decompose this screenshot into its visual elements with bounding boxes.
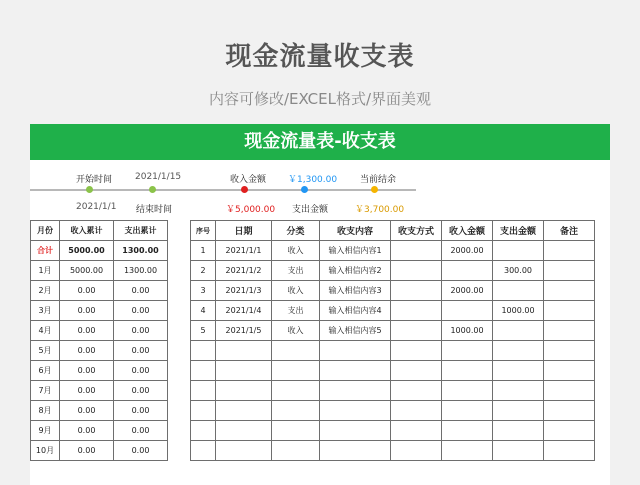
ledger-table (190, 220, 595, 461)
ledger-income-cell[interactable] (442, 421, 493, 441)
ledger-method-cell[interactable] (391, 261, 442, 281)
ledger-content-cell[interactable] (320, 401, 391, 421)
summary-income-cell[interactable]: 0.00 (60, 341, 114, 361)
ledger-income-cell[interactable]: 1000.00 (442, 321, 493, 341)
summary-income-cell[interactable]: 0.00 (60, 441, 114, 461)
income-value: ￥5,000.00 (226, 205, 276, 215)
ledger-expense-cell[interactable] (493, 241, 544, 261)
balance-label: 当前结余 (360, 175, 397, 185)
ledger-date-cell[interactable] (216, 341, 272, 361)
expense-label: 支出金额 (292, 205, 329, 215)
income-dot (241, 186, 248, 193)
ledger-income-cell[interactable] (442, 381, 493, 401)
ledger-content-cell[interactable] (320, 361, 391, 381)
summary-expense-cell[interactable]: 0.00 (114, 421, 168, 441)
ledger-income-cell[interactable]: 2000.00 (442, 281, 493, 301)
ledger-row (191, 401, 595, 421)
summary-expense-cell[interactable]: 0.00 (114, 281, 168, 301)
ledger-date-cell[interactable]: 2021/1/2 (216, 261, 272, 281)
end-time-label: 结束时间 (136, 205, 173, 215)
header-expense-total: 支出累计 (114, 221, 168, 241)
ledger-category-cell[interactable] (272, 441, 320, 461)
summary-income-cell[interactable]: 0.00 (60, 421, 114, 441)
ledger-expense-cell[interactable] (493, 421, 544, 441)
ledger-expense-cell[interactable]: 300.00 (493, 261, 544, 281)
expense-value: ￥1,300.00 (288, 175, 338, 185)
ledger-row (191, 281, 595, 301)
header-method: 收支方式 (391, 221, 442, 241)
ledger-row (191, 361, 595, 381)
ledger-expense-cell[interactable] (493, 341, 544, 361)
ledger-content-cell[interactable] (320, 441, 391, 461)
ledger-category-cell[interactable]: 收入 (272, 321, 320, 341)
ledger-category-cell[interactable]: 支出 (272, 261, 320, 281)
ledger-category-cell[interactable]: 收入 (272, 241, 320, 261)
ledger-note-cell[interactable] (544, 441, 595, 461)
ledger-method-cell[interactable] (391, 361, 442, 381)
ledger-row (191, 301, 595, 321)
ledger-note-cell[interactable] (544, 301, 595, 321)
ledger-serial-cell[interactable]: 3 (191, 281, 216, 301)
summary-row (31, 381, 168, 401)
summary-month-cell[interactable]: 5月 (31, 341, 60, 361)
ledger-method-cell[interactable] (391, 301, 442, 321)
start-time-value: 2021/1/1 (76, 202, 117, 212)
ledger-date-cell[interactable] (216, 401, 272, 421)
ledger-date-cell[interactable]: 2021/1/4 (216, 301, 272, 321)
summary-expense-cell[interactable]: 0.00 (114, 361, 168, 381)
ledger-row (191, 381, 595, 401)
ledger-date-cell[interactable] (216, 421, 272, 441)
summary-row (31, 301, 168, 321)
ledger-method-cell[interactable] (391, 241, 442, 261)
ledger-income-cell[interactable] (442, 301, 493, 321)
summary-income-cell[interactable]: 0.00 (60, 321, 114, 341)
end-time-value: 2021/1/15 (135, 172, 182, 182)
summary-row (31, 441, 168, 461)
ledger-category-cell[interactable]: 支出 (272, 301, 320, 321)
ledger-income-cell[interactable] (442, 401, 493, 421)
summary-month-cell[interactable]: 9月 (31, 421, 60, 441)
total-label[interactable]: 合计 (31, 241, 60, 261)
summary-income-cell[interactable]: 5000.00 (60, 261, 114, 281)
summary-month-cell[interactable]: 8月 (31, 401, 60, 421)
summary-row (31, 261, 168, 281)
header-income-total: 收入累计 (60, 221, 114, 241)
ledger-row (191, 441, 595, 461)
ledger-method-cell[interactable] (391, 441, 442, 461)
summary-month-cell[interactable]: 2月 (31, 281, 60, 301)
ledger-serial-cell[interactable] (191, 401, 216, 421)
ledger-serial-cell[interactable] (191, 381, 216, 401)
summary-expense-cell[interactable]: 0.00 (114, 441, 168, 461)
total-expense[interactable]: 1300.00 (114, 241, 168, 261)
summary-month-cell[interactable]: 1月 (31, 261, 60, 281)
balance-value: ￥3,700.00 (355, 205, 405, 215)
summary-row (31, 321, 168, 341)
ledger-date-cell[interactable]: 2021/1/3 (216, 281, 272, 301)
ledger-serial-cell[interactable] (191, 441, 216, 461)
ledger-content-cell[interactable]: 输入相信内容3 (320, 281, 391, 301)
ledger-serial-cell[interactable] (191, 361, 216, 381)
ledger-serial-cell[interactable]: 4 (191, 301, 216, 321)
page-subtitle: 内容可修改/EXCEL格式/界面美观 (208, 90, 432, 108)
ledger-serial-cell[interactable]: 5 (191, 321, 216, 341)
summary-expense-cell[interactable]: 0.00 (114, 321, 168, 341)
header-serial: 序号 (191, 221, 216, 241)
ledger-note-cell[interactable] (544, 421, 595, 441)
ledger-income-cell[interactable] (442, 341, 493, 361)
balance-dot (371, 186, 378, 193)
total-income[interactable]: 5000.00 (60, 241, 114, 261)
summary-income-cell[interactable]: 0.00 (60, 301, 114, 321)
ledger-note-cell[interactable] (544, 281, 595, 301)
header-category: 分类 (272, 221, 320, 241)
ledger-income-cell[interactable] (442, 441, 493, 461)
ledger-date-cell[interactable]: 2021/1/5 (216, 321, 272, 341)
expense-dot (301, 186, 308, 193)
summary-month-cell[interactable]: 4月 (31, 321, 60, 341)
ledger-content-cell[interactable]: 输入相信内容5 (320, 321, 391, 341)
summary-income-cell[interactable]: 0.00 (60, 361, 114, 381)
summary-row (31, 421, 168, 441)
ledger-serial-cell[interactable] (191, 421, 216, 441)
summary-expense-cell[interactable]: 1300.00 (114, 261, 168, 281)
summary-total-row (31, 241, 168, 261)
ledger-method-cell[interactable] (391, 401, 442, 421)
ledger-content-cell[interactable] (320, 421, 391, 441)
summary-row (31, 341, 168, 361)
summary-month-cell[interactable]: 10月 (31, 441, 60, 461)
ledger-note-cell[interactable] (544, 341, 595, 361)
ledger-date-cell[interactable] (216, 441, 272, 461)
ledger-category-cell[interactable] (272, 421, 320, 441)
summary-expense-cell[interactable]: 0.00 (114, 381, 168, 401)
start-time-label: 开始时间 (76, 175, 113, 185)
ledger-content-cell[interactable]: 输入相信内容2 (320, 261, 391, 281)
ledger-note-cell[interactable] (544, 401, 595, 421)
summary-row (31, 401, 168, 421)
ledger-expense-cell[interactable] (493, 281, 544, 301)
ledger-row (191, 421, 595, 441)
ledger-expense-cell[interactable] (493, 381, 544, 401)
ledger-serial-cell[interactable]: 2 (191, 261, 216, 281)
ledger-row (191, 321, 595, 341)
summary-income-cell[interactable]: 0.00 (60, 281, 114, 301)
ledger-row (191, 261, 595, 281)
header-date: 日期 (216, 221, 272, 241)
start-time-dot (86, 186, 93, 193)
summary-row (31, 281, 168, 301)
summary-month-cell[interactable]: 3月 (31, 301, 60, 321)
summary-row (31, 361, 168, 381)
summary-income-cell[interactable]: 0.00 (60, 381, 114, 401)
ledger-method-cell[interactable] (391, 281, 442, 301)
monthly-summary-table (30, 220, 168, 461)
header-income: 收入金额 (442, 221, 493, 241)
header-month: 月份 (31, 221, 60, 241)
summary-month-cell[interactable]: 6月 (31, 361, 60, 381)
ledger-expense-cell[interactable]: 1000.00 (493, 301, 544, 321)
summary-expense-cell[interactable]: 0.00 (114, 341, 168, 361)
ledger-expense-cell[interactable] (493, 361, 544, 381)
ledger-category-cell[interactable] (272, 381, 320, 401)
ledger-content-cell[interactable] (320, 341, 391, 361)
summary-expense-cell[interactable]: 0.00 (114, 401, 168, 421)
ledger-method-cell[interactable] (391, 341, 442, 361)
ledger-method-cell[interactable] (391, 381, 442, 401)
ledger-income-cell[interactable] (442, 361, 493, 381)
summary-header-row (31, 221, 168, 241)
ledger-note-cell[interactable] (544, 241, 595, 261)
ledger-header-row (191, 221, 595, 241)
ledger-category-cell[interactable] (272, 401, 320, 421)
summary-income-cell[interactable]: 0.00 (60, 401, 114, 421)
ledger-content-cell[interactable]: 输入相信内容1 (320, 241, 391, 261)
ledger-row (191, 241, 595, 261)
income-label: 收入金额 (230, 175, 267, 185)
header-note: 备注 (544, 221, 595, 241)
end-time-dot (149, 186, 156, 193)
ledger-serial-cell[interactable]: 1 (191, 241, 216, 261)
ledger-row (191, 341, 595, 361)
ledger-note-cell[interactable] (544, 261, 595, 281)
ledger-expense-cell[interactable] (493, 401, 544, 421)
ledger-note-cell[interactable] (544, 381, 595, 401)
header-content: 收支内容 (320, 221, 391, 241)
ledger-method-cell[interactable] (391, 321, 442, 341)
ledger-expense-cell[interactable] (493, 441, 544, 461)
sheet-banner: 现金流量表-收支表 (30, 124, 610, 160)
ledger-method-cell[interactable] (391, 421, 442, 441)
ledger-category-cell[interactable]: 收入 (272, 281, 320, 301)
ledger-serial-cell[interactable] (191, 341, 216, 361)
ledger-category-cell[interactable] (272, 361, 320, 381)
ledger-income-cell[interactable]: 2000.00 (442, 241, 493, 261)
page-title: 现金流量收支表 (225, 42, 415, 72)
ledger-income-cell[interactable] (442, 261, 493, 281)
summary-expense-cell[interactable]: 0.00 (114, 301, 168, 321)
ledger-date-cell[interactable] (216, 361, 272, 381)
ledger-date-cell[interactable] (216, 381, 272, 401)
summary-month-cell[interactable]: 7月 (31, 381, 60, 401)
ledger-date-cell[interactable]: 2021/1/1 (216, 241, 272, 261)
spreadsheet (30, 124, 610, 485)
header-expense: 支出金额 (493, 221, 544, 241)
ledger-expense-cell[interactable] (493, 321, 544, 341)
ledger-note-cell[interactable] (544, 321, 595, 341)
ledger-category-cell[interactable] (272, 341, 320, 361)
ledger-content-cell[interactable] (320, 381, 391, 401)
ledger-note-cell[interactable] (544, 361, 595, 381)
ledger-content-cell[interactable]: 输入相信内容4 (320, 301, 391, 321)
